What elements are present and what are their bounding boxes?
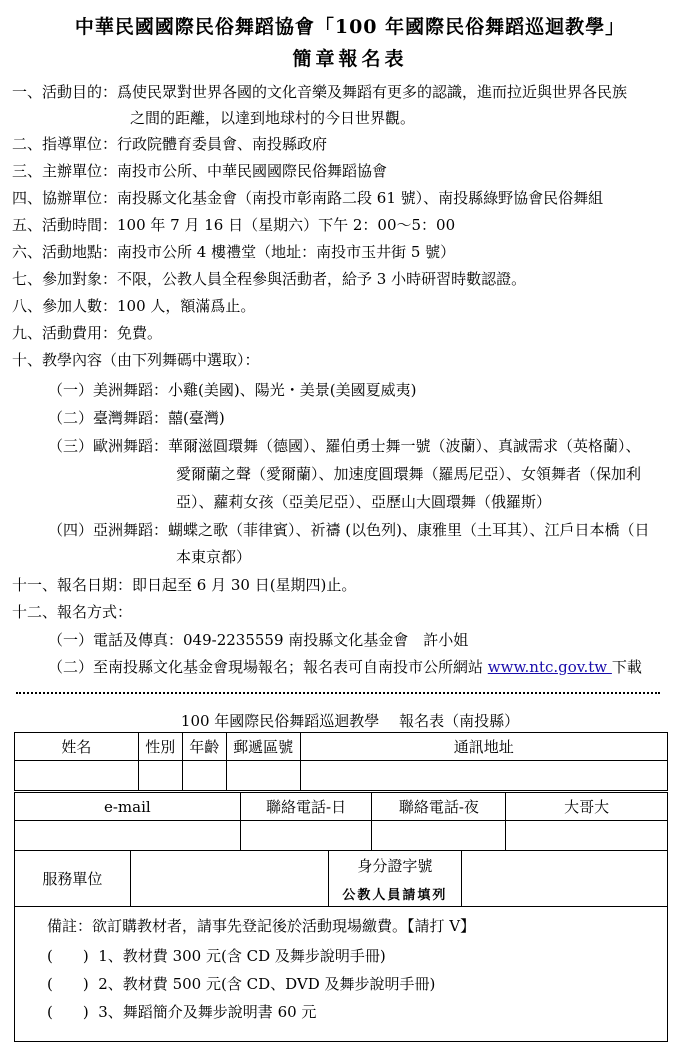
checkbox-2[interactable]: ( ) — [47, 975, 89, 993]
item-supervisor: 二、指導單位：行政院體育委員會、南投縣政府 — [12, 135, 328, 153]
item-co-organizer: 四、協辦單位：南投縣文化基金會（南投市彰南路二段 61 號）、南投縣綠野協會民俗舞組 — [12, 189, 604, 207]
mobile-field[interactable] — [506, 821, 668, 851]
dance-americas: （一）美洲舞蹈：小雞(美國)、陽光・美景(美國夏威夷) — [48, 381, 417, 399]
gender-field[interactable] — [138, 761, 182, 791]
notes-intro: 備註：欲訂購教材者，請事先登記後於活動現場繳費。【請打 V】 — [47, 917, 476, 935]
dance-taiwan: （二）臺灣舞蹈：囍(臺灣) — [48, 409, 225, 427]
cut-line-divider — [16, 682, 660, 694]
header-workplace: 服務單位 — [15, 851, 131, 907]
item-purpose: 一、活動目的：爲使民眾對世界各國的文化音樂及舞蹈有更多的認識，進而拉近與世界各民族 — [12, 83, 628, 101]
header-phone-night: 聯絡電話-夜 — [372, 793, 506, 821]
item-participants: 七、參加對象：不限，公教人員全程參與活動者，給予 3 小時研習時數認證。 — [12, 270, 527, 288]
header-email: e-mail — [15, 793, 241, 821]
registration-onsite: （二）至南投縣文化基金會現場報名；報名表可自南投市公所網站 www.ntc.gov.tw 下載 — [48, 658, 642, 676]
registration-date: 十一、報名日期：即日起至 6 月 30 日(星期四)止。 — [12, 576, 357, 594]
id-note: 公教人員請填列 — [342, 887, 448, 903]
header-name: 姓名 — [15, 733, 139, 761]
age-field[interactable] — [182, 761, 226, 791]
zip-field[interactable] — [226, 761, 300, 791]
document-subtitle: 簡章報名表 — [292, 48, 408, 70]
address-field[interactable] — [300, 761, 667, 791]
item-content: 十、教學內容（由下列舞碼中選取）： — [12, 351, 260, 369]
form-table-contact — [14, 792, 668, 851]
dance-asia-cont: 本東京都） — [176, 548, 252, 566]
dance-europe-cont-1: 愛爾蘭之聲（愛爾蘭）、加速度圓環舞（羅馬尼亞）、女領舞者（保加利 — [176, 465, 642, 483]
id-field[interactable] — [462, 851, 668, 907]
dance-europe-cont-2: 亞）、蘿莉女孩（亞美尼亞）、亞歷山大圓環舞（俄羅斯） — [176, 493, 552, 511]
header-zip: 郵遞區號 — [226, 733, 300, 761]
checkbox-3[interactable]: ( ) — [47, 1003, 89, 1021]
phone-day-field[interactable] — [240, 821, 372, 851]
form-title: 100 年國際民俗舞蹈巡迴教學 報名表（南投縣） — [180, 712, 520, 730]
checkbox-1[interactable]: ( ) — [47, 947, 89, 965]
website-link[interactable]: www.ntc.gov.tw — [487, 658, 612, 676]
header-age: 年齡 — [182, 733, 226, 761]
email-field[interactable] — [15, 821, 241, 851]
workplace-field[interactable] — [130, 851, 328, 907]
document-title: 中華民國國際民俗舞蹈協會「100 年國際民俗舞蹈巡迴教學」 — [74, 16, 626, 38]
form-table-workplace — [14, 850, 668, 907]
option-3[interactable]: ( ) 3、舞蹈簡介及舞步說明書 60 元 — [47, 1003, 317, 1021]
dance-europe: （三）歐洲舞蹈：華爾滋圓環舞（德國）、羅伯勇士舞一號（波蘭）、真誠需求（英格蘭）、 — [48, 437, 641, 455]
name-field[interactable] — [15, 761, 139, 791]
header-address: 通訊地址 — [300, 733, 667, 761]
item-time: 五、活動時間：100 年 7 月 16 日（星期六）下午 2：00～5：00 — [12, 216, 456, 234]
header-gender: 性別 — [138, 733, 182, 761]
option-2[interactable]: ( ) 2、教材費 500 元(含 CD、DVD 及舞步說明手冊) — [47, 975, 436, 993]
item-purpose-cont: 之間的距離，以達到地球村的今日世界觀。 — [130, 109, 416, 127]
option-1[interactable]: ( ) 1、教材費 300 元(含 CD 及舞步說明手冊) — [47, 947, 386, 965]
registration-phone: （一）電話及傳真：049-2235559 南投縣文化基金會 許小姐 — [48, 631, 469, 649]
item-fee: 九、活動費用：免費。 — [12, 324, 163, 342]
phone-night-field[interactable] — [372, 821, 506, 851]
header-phone-day: 聯絡電話-日 — [240, 793, 372, 821]
header-mobile: 大哥大 — [506, 793, 668, 821]
id-label: 身分證字號 — [357, 856, 433, 875]
registration-method: 十二、報名方式： — [12, 603, 133, 621]
form-table-personal — [14, 732, 668, 791]
item-capacity: 八、參加人數：100 人，額滿爲止。 — [12, 297, 256, 315]
header-id — [328, 851, 462, 907]
dance-asia: （四）亞洲舞蹈：蝴蝶之歌（菲律賓）、祈禱 (以色列)、康雅里（土耳其）、江戶日本橋（日 — [48, 521, 650, 539]
item-location: 六、活動地點：南投市公所 4 樓禮堂（地址：南投市玉井街 5 號） — [12, 243, 456, 261]
notes-box — [14, 906, 668, 1042]
item-organizer: 三、主辦單位：南投市公所、中華民國國際民俗舞蹈協會 — [12, 162, 388, 180]
